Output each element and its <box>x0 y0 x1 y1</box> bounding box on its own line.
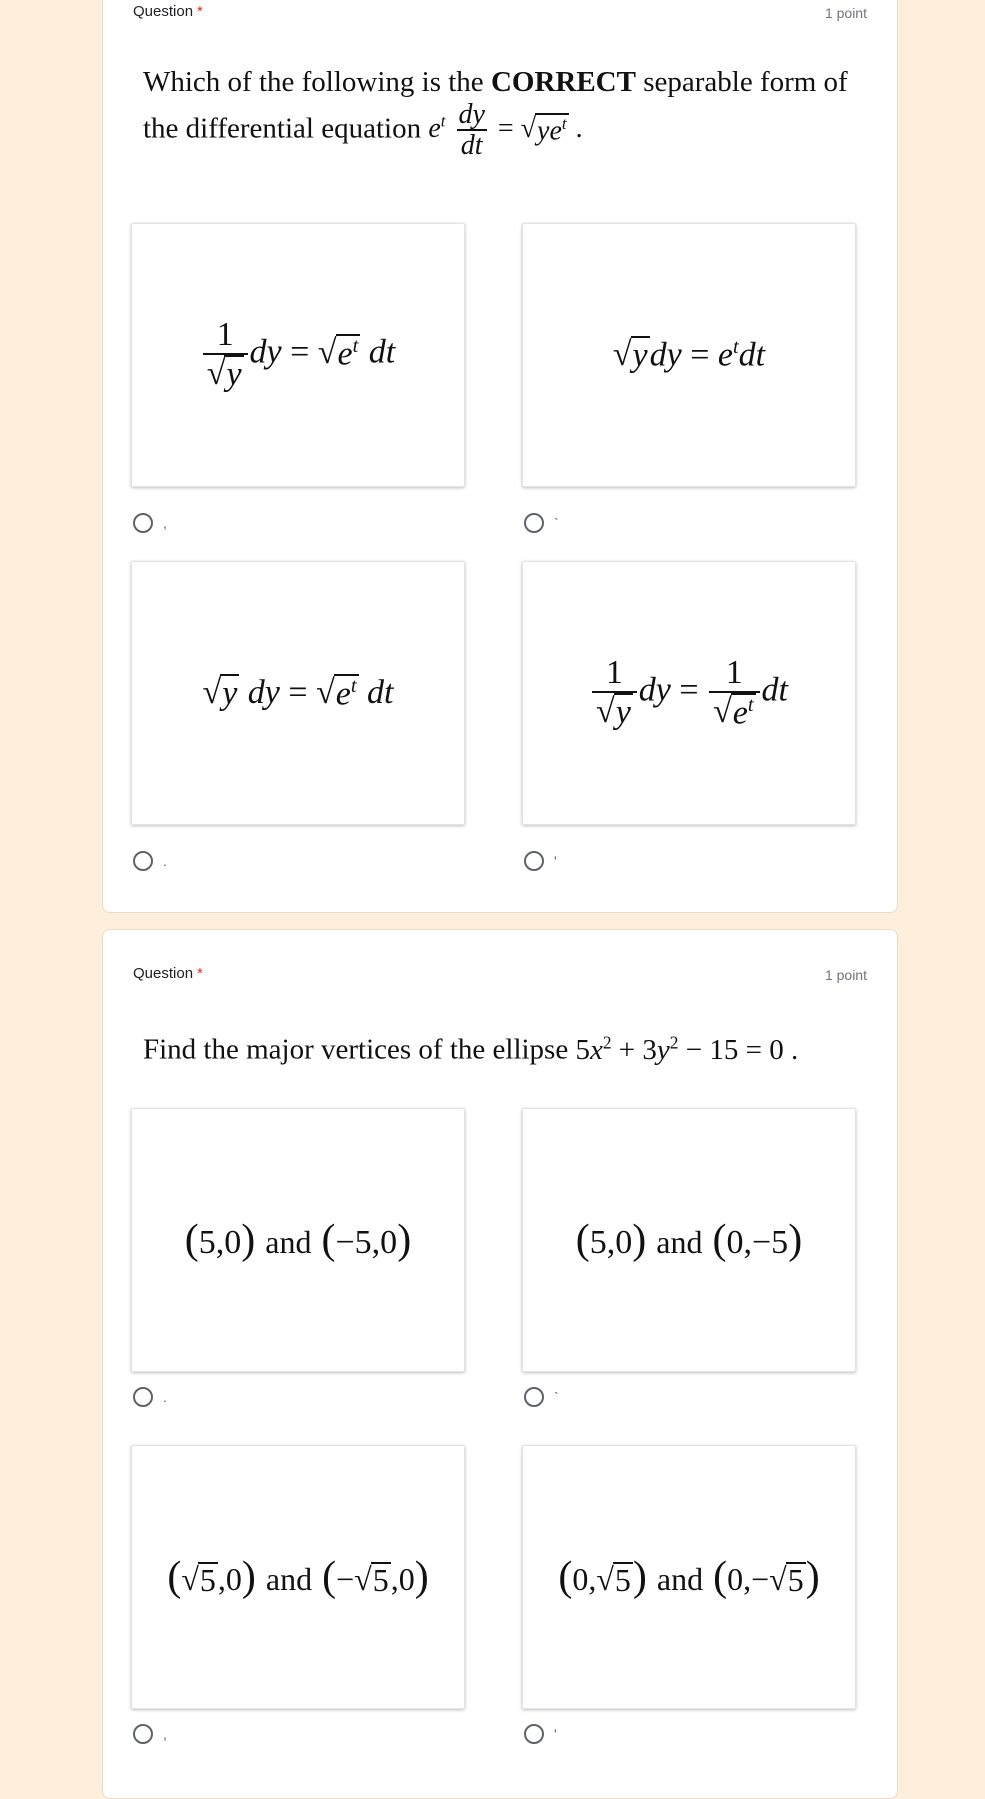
option-c-image[interactable]: √ y dy = √ $e^t$ dt <box>131 561 465 825</box>
option-b-radio-row[interactable] <box>524 513 559 533</box>
option-d-label: ' <box>554 1726 557 1742</box>
option-b-label: ` <box>554 515 559 531</box>
option-a-image[interactable]: 1 √ y dy = √ $e^t$ dt <box>131 223 465 487</box>
option-c-radio[interactable] <box>133 851 153 871</box>
question-card-1 <box>102 0 898 913</box>
question-label: Question * <box>133 965 203 982</box>
option-c-label: , <box>163 1726 167 1742</box>
option-d-label: ' <box>554 853 557 869</box>
option-b-radio-row[interactable] <box>524 1387 559 1407</box>
option-d-radio[interactable] <box>524 1724 544 1744</box>
option-d-radio-row[interactable] <box>524 851 557 871</box>
points-label: 1 point <box>824 967 867 983</box>
question-card-2 <box>102 929 898 1799</box>
option-d-image[interactable]: 1 √ y dy = 1 √ $e^t$ dt <box>522 561 856 825</box>
option-b-image[interactable]: (5,0) and (0,−5) <box>522 1108 856 1372</box>
option-a-radio-row[interactable] <box>133 1387 167 1407</box>
points-label: 1 point <box>824 5 867 21</box>
option-c-label: . <box>163 853 167 869</box>
option-a-radio[interactable] <box>133 513 153 533</box>
option-a-label: . <box>163 1389 167 1405</box>
option-b-label: ` <box>554 1389 559 1405</box>
option-b-radio[interactable] <box>524 513 544 533</box>
option-c-radio[interactable] <box>133 1724 153 1744</box>
option-c-radio-row[interactable] <box>133 1724 167 1744</box>
option-d-radio[interactable] <box>524 851 544 871</box>
option-c-image[interactable]: ( √ 5 ,0) and (− √ 5 ,0) <box>131 1445 465 1709</box>
option-c-radio-row[interactable] <box>133 851 167 871</box>
question-prompt: Which of the following is the CORRECT separable form of the differential equation $e^t$ $\frac{dy}{dt}$ = √ $ye^t$ . <box>143 66 848 162</box>
option-b-image[interactable]: √ y dy = $e^tdt$ <box>522 223 856 487</box>
option-d-radio-row[interactable] <box>524 1724 557 1744</box>
question-label: Question * <box>133 3 203 20</box>
required-mark: * <box>197 3 203 20</box>
prompt-equation: $e^t$ $\frac{dy}{dt}$ = √ $ye^t$ . <box>428 98 583 162</box>
option-a-image[interactable]: (5,0) and (−5,0) <box>131 1108 465 1372</box>
option-a-label: , <box>163 515 167 531</box>
required-mark: * <box>197 965 203 982</box>
option-b-radio[interactable] <box>524 1387 544 1407</box>
option-d-image[interactable]: (0, √ 5 ) and (0,− √ 5 ) <box>522 1445 856 1709</box>
option-a-radio[interactable] <box>133 1387 153 1407</box>
question-prompt: Find the major vertices of the ellipse $5x^2 + 3y^2 - 15 = 0$ . <box>143 1032 799 1066</box>
option-a-radio-row[interactable] <box>133 513 167 533</box>
ellipse-equation: $5x^2 + 3y^2 - 15 = 0$ . <box>575 1032 799 1066</box>
